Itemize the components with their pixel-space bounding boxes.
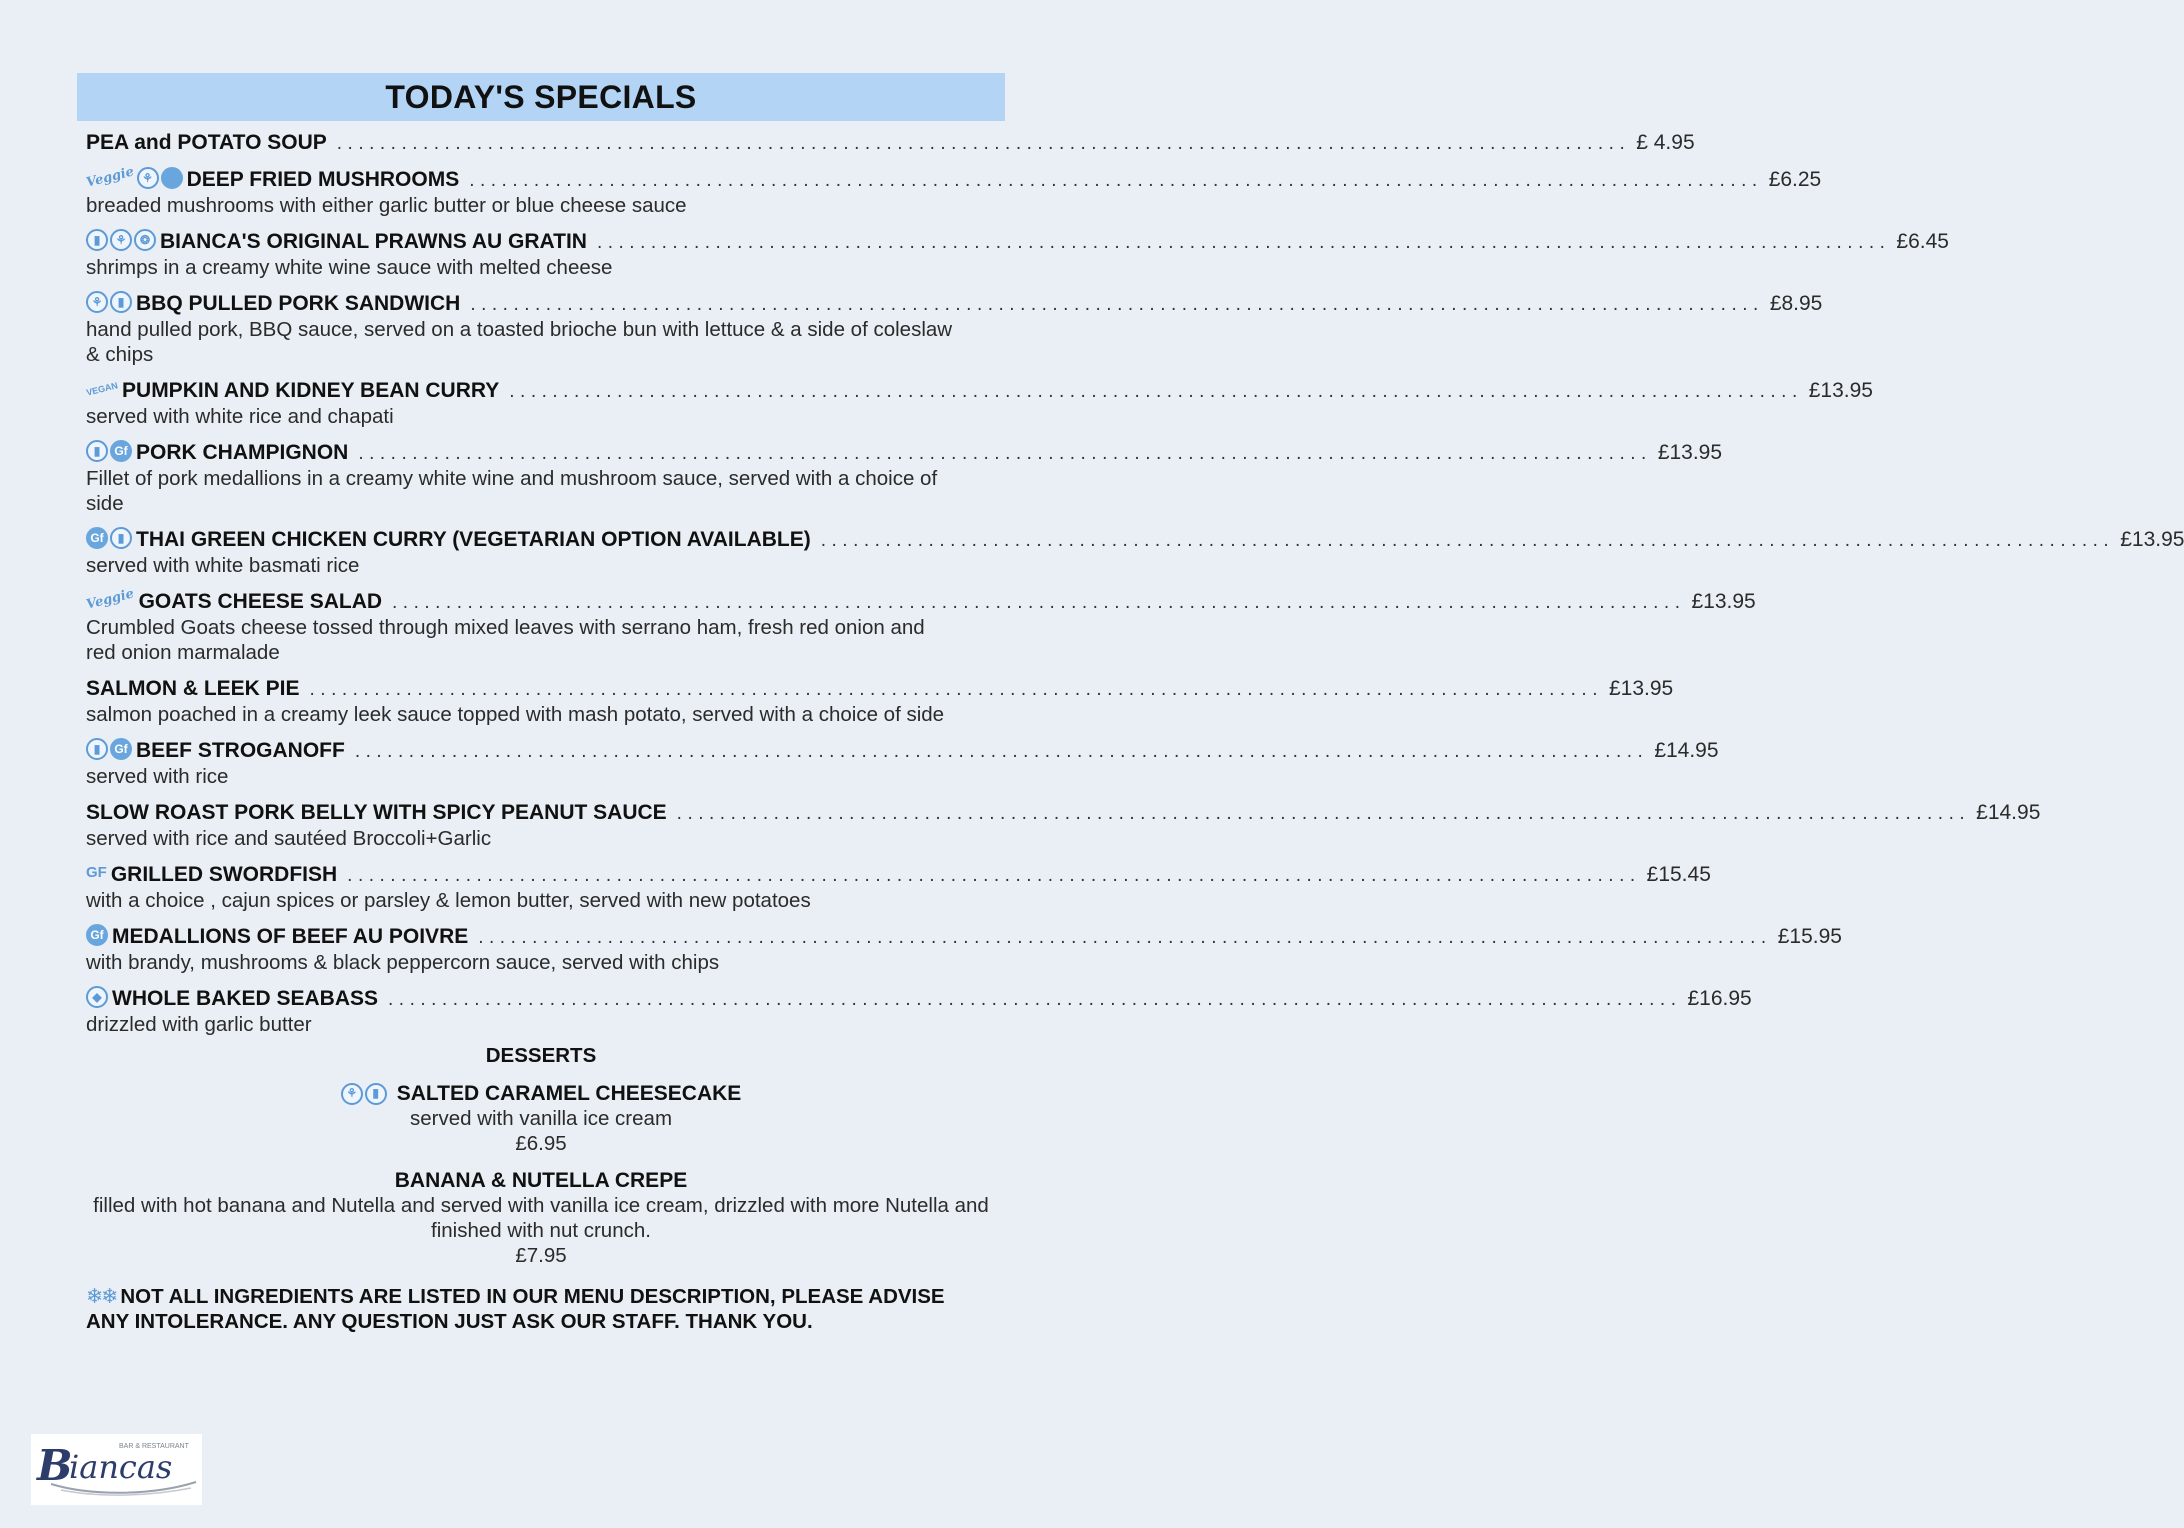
dessert-title-row xyxy=(395,1168,687,1193)
menu-item xyxy=(86,857,1711,913)
dot-leader: ........................................................................................................................ xyxy=(470,294,1764,315)
dessert-item xyxy=(77,1168,1005,1268)
dietary-icons xyxy=(341,1083,387,1105)
milk-icon: ▮ xyxy=(110,291,132,313)
menu-item-price: £6.45 xyxy=(1896,230,1949,253)
dessert-description: served with vanilla ice cream xyxy=(409,1107,673,1130)
dietary-icons xyxy=(86,376,118,402)
menu-item-name: BIANCA'S ORIGINAL PRAWNS AU GRATIN xyxy=(160,230,587,253)
menu-item-row xyxy=(86,522,2184,553)
milk-icon: ▮ xyxy=(86,229,108,251)
dietary-icons xyxy=(86,738,132,760)
menu-item-name: BBQ PULLED PORK SANDWICH xyxy=(136,292,461,315)
specials-list xyxy=(77,121,2184,1037)
menu-item-description: served with rice xyxy=(86,765,229,788)
biancas-logo xyxy=(31,1434,202,1505)
dietary-icons xyxy=(86,860,107,886)
menu-item-row xyxy=(86,795,2041,826)
dot-leader: ........................................................................................................................ xyxy=(469,170,1763,191)
menu-item-row xyxy=(84,584,1756,615)
menu-item-name: PORK CHAMPIGNON xyxy=(136,441,349,464)
menu-item-price: £6.25 xyxy=(1768,168,1822,191)
menu-item-price: £16.95 xyxy=(1687,987,1752,1010)
menu-item-description: served with white basmati rice xyxy=(86,554,360,577)
menu-item-price: £8.95 xyxy=(1769,292,1823,315)
dessert-item xyxy=(77,1078,1005,1156)
menu-item xyxy=(84,162,1822,218)
menu-item-name: SLOW ROAST PORK BELLY WITH SPICY PEANUT SAUCE xyxy=(86,801,667,824)
allergy-note-text: NOT ALL INGREDIENTS ARE LISTED IN OUR MENU DESCRIPTION, PLEASE ADVISE ANY INTOLERANCE. ANY QUESTION JUST ASK OUR STAFF. THANK YOU. xyxy=(86,1285,945,1333)
menu-item xyxy=(86,125,1695,156)
dietary-icons xyxy=(86,527,132,549)
dot-leader: ........................................................................................................................ xyxy=(358,443,1652,464)
menu-item-row xyxy=(86,224,1949,255)
dot-leader: ........................................................................................................................ xyxy=(309,679,1603,700)
menu-item-description: served with white rice and chapati xyxy=(86,405,394,428)
menu-item xyxy=(86,435,1723,516)
menu-item-name: SALMON & LEEK PIE xyxy=(86,677,300,700)
desserts-list xyxy=(77,1078,1005,1268)
menu-item-name: THAI GREEN CHICKEN CURRY (VEGETARIAN OPTION AVAILABLE) xyxy=(136,528,811,551)
wheat-icon: ⚘ xyxy=(86,291,108,313)
menu-item-name: PEA and POTATO SOUP xyxy=(86,131,327,154)
menu-item-name: BEEF STROGANOFF xyxy=(136,739,345,762)
dot-leader: ........................................................................................................................ xyxy=(478,927,1772,948)
menu-item xyxy=(86,522,2184,578)
menu-item-price: £13.95 xyxy=(1657,441,1723,464)
dietary-icons xyxy=(86,440,132,462)
dietary-icons xyxy=(86,587,135,613)
menu-item-name: GRILLED SWORDFISH xyxy=(110,863,338,886)
menu-item-row xyxy=(86,919,1842,950)
milk-icon: ▮ xyxy=(365,1083,387,1105)
dessert-name: SALTED CARAMEL CHEESECAKE xyxy=(396,1082,742,1105)
dietary-icons xyxy=(86,291,132,313)
menu-item-description: hand pulled pork, BBQ sauce, served on a toasted brioche bun with lettuce & a side of coleslaw & chips xyxy=(86,318,953,366)
dietary-icons xyxy=(86,165,183,191)
menu-item xyxy=(84,584,1756,665)
crab-icon: ❂ xyxy=(134,229,156,251)
menu-item-name: GOATS CHEESE SALAD xyxy=(138,590,383,613)
menu-item-row xyxy=(85,373,1873,404)
snowflake-icon: ❄❄ xyxy=(86,1285,117,1308)
dietary-icons xyxy=(86,986,108,1008)
menu-item-description: with brandy, mushrooms & black peppercorn sauce, served with chips xyxy=(86,951,720,974)
menu-item-row xyxy=(86,981,1752,1012)
menu-item xyxy=(86,286,1823,367)
dietary-icons xyxy=(86,924,108,946)
menu-page xyxy=(77,73,2184,1334)
milk-icon: ▮ xyxy=(86,738,108,760)
menu-item-name: WHOLE BAKED SEABASS xyxy=(112,987,379,1010)
menu-item-description: salmon poached in a creamy leek sauce topped with mash potato, served with a choice of side xyxy=(86,703,945,726)
dessert-price: £7.95 xyxy=(515,1244,567,1267)
menu-item-description: served with rice and sautéed Broccoli+Garlic xyxy=(86,827,492,850)
menu-item xyxy=(86,224,1949,280)
menu-item-description: shrimps in a creamy white wine sauce with melted cheese xyxy=(86,256,613,279)
gf-label: GF xyxy=(86,863,107,881)
menu-item-price: £13.95 xyxy=(1609,677,1674,700)
gluten-free-icon: Gf xyxy=(110,440,132,462)
menu-item-row xyxy=(86,733,1719,764)
menu-item xyxy=(86,981,1752,1037)
wheat-icon: ⚘ xyxy=(110,229,132,251)
menu-item-price: £15.95 xyxy=(1777,925,1842,948)
menu-item-description: Crumbled Goats cheese tossed through mixed leaves with serrano ham, fresh red onion and red onion marmalade xyxy=(86,616,925,664)
fish-icon: ◆ xyxy=(86,986,108,1008)
menu-item-row xyxy=(84,162,1822,193)
menu-item-name: PUMPKIN AND KIDNEY BEAN CURRY xyxy=(122,379,500,402)
wheat-icon: ⚘ xyxy=(341,1083,363,1105)
dessert-name: BANANA & NUTELLA CREPE xyxy=(394,1169,688,1192)
dietary-icons xyxy=(86,229,156,251)
dot-leader: ........................................................................................................................ xyxy=(509,381,1803,402)
menu-item-description: Fillet of pork medallions in a creamy white wine and mushroom sauce, served with a choice of side xyxy=(86,467,938,515)
dot-leader: ........................................................................................................................ xyxy=(820,530,2115,551)
menu-item xyxy=(86,733,1719,789)
menu-item-name: DEEP FRIED MUSHROOMS xyxy=(186,168,460,191)
dot-leader: ........................................................................................................................ xyxy=(336,133,1631,154)
menu-item xyxy=(86,919,1842,975)
wheat-icon: ⚘ xyxy=(137,167,159,189)
dot-leader: ........................................................................................................................ xyxy=(676,803,1971,824)
menu-item-row xyxy=(86,435,1723,466)
dot-leader: ........................................................................................................................ xyxy=(392,592,1686,613)
menu-item-name: MEDALLIONS OF BEEF AU POIVRE xyxy=(112,925,469,948)
menu-item-price: £13.95 xyxy=(1808,379,1873,402)
dessert-title-row xyxy=(341,1081,742,1106)
allergy-note xyxy=(77,1284,1005,1334)
title-banner xyxy=(77,73,1005,121)
drop-icon xyxy=(161,167,183,189)
menu-item-row xyxy=(86,286,1823,317)
page-title: TODAY'S SPECIALS xyxy=(385,78,697,115)
gluten-free-icon: Gf xyxy=(86,527,108,549)
dot-leader: ........................................................................................................................ xyxy=(388,989,1682,1010)
logo-text: iancas xyxy=(69,1448,173,1486)
dessert-price: £6.95 xyxy=(515,1132,567,1155)
menu-item-row xyxy=(86,857,1711,888)
menu-item-description: breaded mushrooms with either garlic butter or blue cheese sauce xyxy=(86,194,687,217)
milk-icon: ▮ xyxy=(86,440,108,462)
menu-item-row xyxy=(86,125,1695,156)
menu-item-price: £14.95 xyxy=(1654,739,1719,762)
menu-item-price: £13.95 xyxy=(2120,528,2184,551)
gluten-free-icon: Gf xyxy=(110,738,132,760)
menu-item-price: £14.95 xyxy=(1976,801,2041,824)
vegan-label: VEGAN xyxy=(85,379,119,398)
menu-item-price: £13.95 xyxy=(1691,590,1756,613)
desserts-section xyxy=(77,1043,1005,1268)
veggie-label: Veggie xyxy=(84,585,136,613)
menu-item-row xyxy=(86,671,1674,702)
dessert-description: filled with hot banana and Nutella and served with vanilla ice cream, drizzled with more Nutella and finished with nut crunch. xyxy=(93,1194,989,1242)
dot-leader: ........................................................................................................................ xyxy=(347,865,1641,886)
menu-item-price: £ 4.95 xyxy=(1636,131,1695,154)
menu-item-description: drizzled with garlic butter xyxy=(86,1013,312,1036)
menu-item xyxy=(86,795,2041,851)
menu-item-description: with a choice , cajun spices or parsley & lemon butter, served with new potatoes xyxy=(86,889,811,912)
dot-leader: ........................................................................................................................ xyxy=(354,741,1649,762)
logo-subtitle: BAR & RESTAURANT xyxy=(119,1443,189,1450)
desserts-heading: DESSERTS xyxy=(485,1044,597,1067)
svg-text:B: B xyxy=(37,1441,73,1490)
gluten-free-icon: Gf xyxy=(86,924,108,946)
menu-item xyxy=(86,671,1674,727)
menu-item-price: £15.45 xyxy=(1646,863,1711,886)
dot-leader: ........................................................................................................................ xyxy=(596,232,1891,253)
milk-icon: ▮ xyxy=(110,527,132,549)
veggie-label: Veggie xyxy=(84,163,136,191)
menu-item xyxy=(85,373,1873,429)
